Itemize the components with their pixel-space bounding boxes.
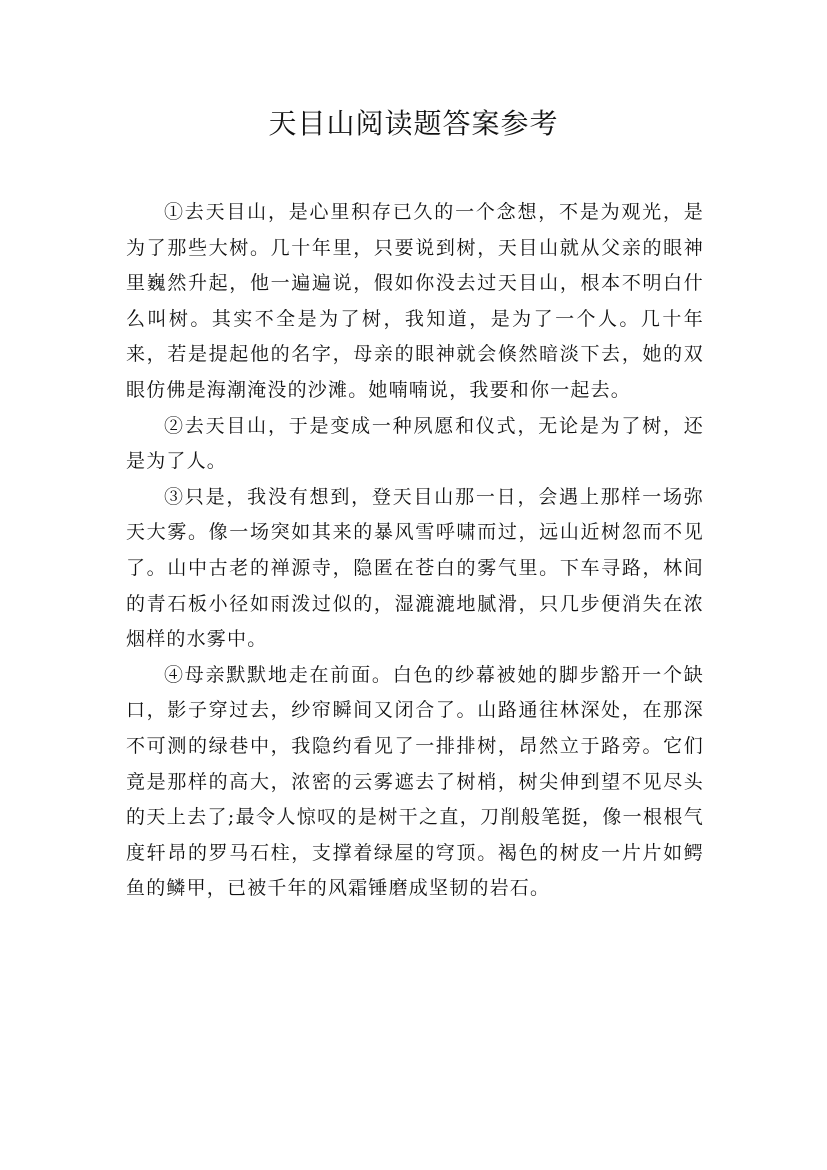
paragraph-1: ①去天目山，是心里积存已久的一个念想，不是为观光，是为了那些大树。几十年里，只要说到树，天目山就从父亲的眼神里巍然升起，他一遍遍说，假如你没去过天目山，根本不明白什么叫树。其实不全是为了树，我知道，是为了一个人。几十年来，若是提起他的名字，母亲的眼神就会倏然暗淡下去，她的双眼仿佛是海潮淹没的沙滩。她喃喃说，我要和你一起去。 xyxy=(126,201,704,401)
paragraph-3: ③只是，我没有想到，登天目山那一日，会遇上那样一场弥天大雾。像一场突如其来的暴风雪呼啸而过，远山近树忽而不见了。山中古老的禅源寺，隐匿在苍白的雾气里。下车寻路，林间的青石板小径如雨泼过似的，湿漉漉地腻滑，只几步便消失在浓烟样的水雾中。 xyxy=(126,485,704,651)
page-title: 天目山阅读题答案参考 xyxy=(268,107,559,140)
article-body xyxy=(126,195,704,907)
paragraph-4: ④母亲默默地走在前面。白色的纱幕被她的脚步豁开一个缺口，影子穿过去，纱帘瞬间又闭合了。山路通往林深处，在那深不可测的绿巷中，我隐约看见了一排排树，昂然立于路旁。它们竟是那样的高大，浓密的云雾遮去了树梢，树尖伸到望不见尽头的天上去了;最令人惊叹的是树干之直，刀削般笔挺，像一根根气度轩昂的罗马石柱，支撑着绿屋的穹顶。褐色的树皮一片片如鳄鱼的鳞甲，已被千年的风霜锤磨成坚韧的岩石。 xyxy=(126,663,704,900)
paragraph-2: ②去天目山，于是变成一种夙愿和仪式，无论是为了树，还是为了人。 xyxy=(126,414,704,473)
